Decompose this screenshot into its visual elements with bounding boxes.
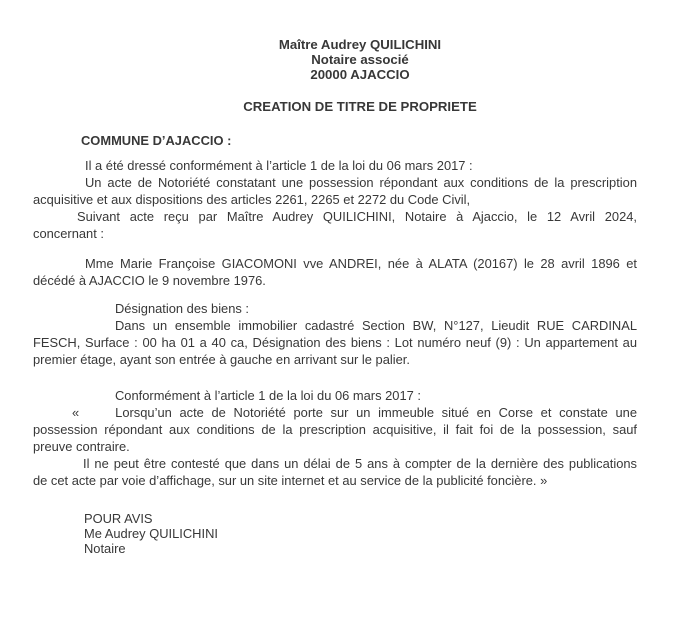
intro-paragraph: [33, 157, 637, 242]
doc-line: premier étage, ayant son entrée à gauche en arrivant sur le palier.: [33, 352, 410, 367]
doc-line: acquisitive et aux dispositions des articles 2261, 2265 et 2272 du Code Civil,: [33, 192, 471, 207]
notary-role: Notaire associé: [311, 52, 409, 67]
signature-pour-avis: POUR AVIS: [84, 511, 153, 526]
quote-tab-gap: [79, 416, 115, 417]
doc-line: Suivant acte reçu par Maître Audrey QUILICHINI, Notaire à Ajaccio, le 12 Avril 2024,: [77, 209, 637, 224]
doc-line: preuve contraire.: [33, 439, 130, 454]
notary-header: [35, 37, 685, 82]
notary-name: Maître Audrey QUILICHINI: [278, 37, 442, 52]
doc-line: Dans un ensemble immobilier cadastré Section BW, N°127, Lieudit RUE CARDINAL: [115, 318, 637, 333]
property-paragraph: [33, 300, 637, 368]
doc-line: concernant :: [33, 226, 104, 241]
doc-line: Il ne peut être contesté que dans un délai de 5 ans à compter de la dernière des publications: [83, 456, 637, 471]
document-title: CREATION DE TITRE DE PROPRIETE: [243, 99, 477, 114]
signature-notary-title: Notaire: [84, 541, 126, 556]
commune-heading: COMMUNE D’AJACCIO :: [81, 133, 232, 148]
doc-line: Il a été dressé conformément à l’article 1 de la loi du 06 mars 2017 :: [85, 158, 473, 173]
doc-line: Conformément à l’article 1 de la loi du 06 mars 2017 :: [115, 388, 421, 403]
doc-line-text: Lorsqu’un acte de Notoriété porte sur un immeuble situé en Corse et constate une: [115, 405, 637, 420]
doc-line: décédé à AJACCIO le 9 novembre 1976.: [33, 273, 266, 288]
law-quote-paragraph: [33, 387, 637, 489]
doc-line: de cet acte par voie d’affichage, sur un site internet et au service de la publicité foncière. »: [33, 473, 548, 488]
opening-guillemet: «: [72, 405, 80, 420]
signature-block: [33, 511, 637, 556]
deceased-paragraph: [33, 255, 637, 289]
doc-line: FESCH, Surface : 00 ha 01 a 40 ca, Désignation des biens : Lot numéro neuf (9) : Un appartement au: [33, 335, 637, 350]
doc-line: Mme Marie Françoise GIACOMONI vve ANDREI, née à ALATA (20167) le 28 avril 1896 et: [85, 256, 637, 271]
document-body: [33, 133, 637, 556]
doc-line: [33, 404, 637, 421]
doc-line: possession répondant aux conditions de la prescription acquisitive, il fait foi de la possession, sauf: [33, 422, 637, 437]
doc-line: Un acte de Notoriété constatant une possession répondant aux conditions de la prescription: [85, 175, 637, 190]
notary-city: 20000 AJACCIO: [310, 67, 410, 82]
signature-notary-name: Me Audrey QUILICHINI: [84, 526, 218, 541]
doc-line: Désignation des biens :: [115, 301, 250, 316]
